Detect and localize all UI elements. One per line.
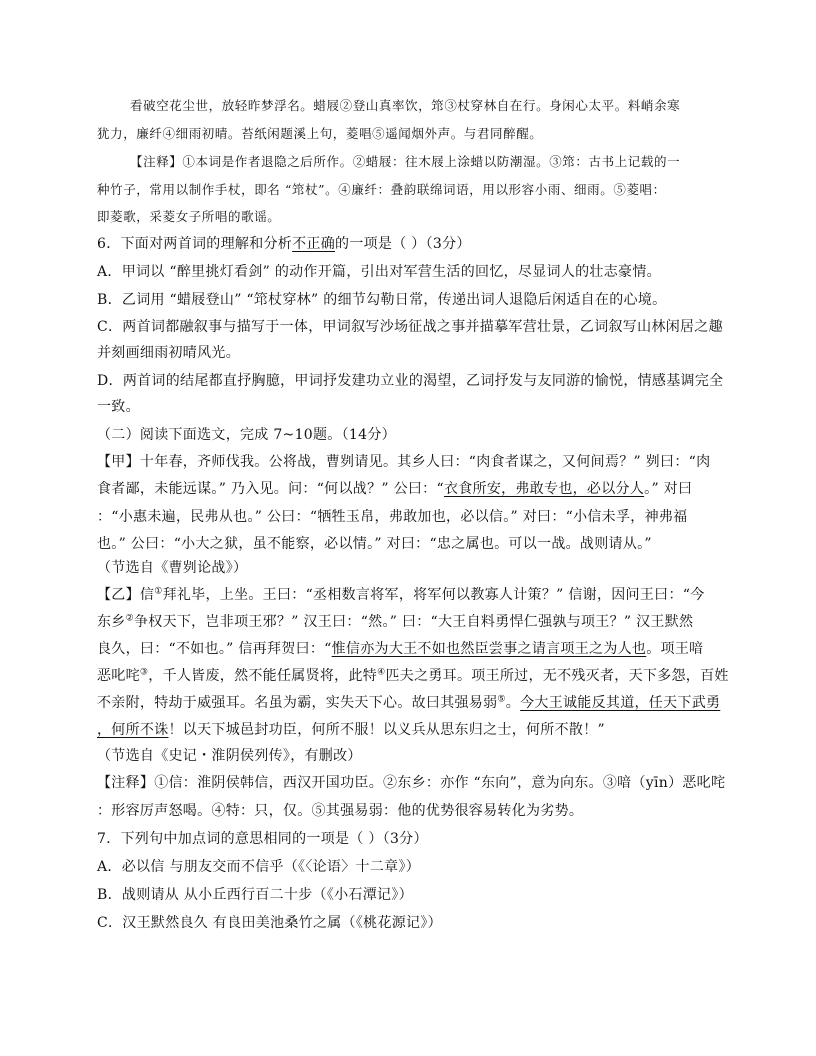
- passage-yi-line: [97, 666, 729, 686]
- question-6-stem-text: 6．下面对两首词的理解和分析: [97, 236, 293, 252]
- passage-text: ，千人皆废，然不能任属贤将，此特: [148, 668, 378, 684]
- question-7-option-c: C．汉王默然良久 有良田美池桑竹之属（《桃花源记》）: [97, 915, 442, 931]
- passage-text: 【乙】信: [97, 587, 155, 603]
- question-6-option-d: 一致。: [97, 399, 140, 415]
- passage-text: 匹夫之勇耳。项王所过，无不残灭者，天下多怨，百姓: [385, 668, 729, 684]
- question-6-stem-text: 的一项是（ ）（3分）: [335, 236, 471, 252]
- passage-yi-line: [97, 693, 720, 713]
- question-7-stem: 7．下列句中加点词的意思相同的一项是（ ）（3分）: [97, 831, 428, 847]
- question-6-stem-emphasis: 不正确: [292, 236, 336, 252]
- footnote-marker: ④: [377, 667, 386, 678]
- passage-text: 良久，曰：“不如也。” 信再拜贺曰：“: [97, 641, 332, 657]
- footnote-marker: ⑤: [497, 694, 506, 705]
- passage-notes: ：形容厉声怒喝。④特：只，仅。⑤其强易弱：他的优势很容易转化为劣势。: [97, 803, 584, 819]
- passage-jia-line: ：“小惠未遍，民弗从也。” 公曰：“牺牲玉帛，弗敢加也，必以信。” 对曰：“小信未孚，神弗福: [97, 509, 688, 525]
- question-6-option-a: A．甲词以 “醉里挑灯看剑” 的动作开篇，引出对军营生活的回忆，尽显词人的壮志豪情。: [97, 264, 661, 280]
- passage-notes: 【注释】①信：淮阴侯韩信，西汉开国功臣。②东乡：亦作 “东向”，意为向东。③喑（yīn）恶叱咤: [97, 775, 726, 791]
- question-6-option-b: B．乙词用 “蜡屐登山” “筇杖穿林” 的细节勾勒日常，传递出词人退隐后闲适自在的心境。: [97, 292, 667, 308]
- passage-jia-line: 【甲】十年春，齐师伐我。公将战，曹刿请见。其乡人曰：“肉食者谋之，又何间焉？” 刿曰：“肉: [97, 454, 711, 470]
- passage-yi-line: [97, 612, 693, 632]
- underlined-sentence: 今大王诚能反其道，任天下武勇: [520, 695, 721, 711]
- underlined-sentence: ，何所不诛: [97, 722, 169, 738]
- passage-text: 。: [505, 695, 521, 711]
- poem-note: 种竹子，常用以制作手杖，即名 “筇杖”。④廉纤：叠韵联绵词语，用以形容小雨、细雨。⑤菱唱：: [97, 182, 666, 197]
- passage-text: 不亲附，特劫于威强耳。名虽为霸，实失天下心。故曰其强易弱: [97, 695, 498, 711]
- passage-text: 争权天下，岂非项王邪？” 汉王曰：“然。” 曰：“大王自料勇悍仁强孰与项王？” 汉王默然: [133, 614, 694, 630]
- poem-note: 即菱歌，采菱女子所唱的歌谣。: [97, 209, 281, 224]
- question-6-stem: [97, 234, 471, 254]
- passage-text: ！以天下城邑封功臣，何所不服！以义兵从思东归之士，何所不散！”: [168, 722, 605, 738]
- poem-line: 看破空花尘世，放轻昨梦浮名。蜡屐②登山真率饮，筇③杖穿林自在行。身闲心太平。料峭余寒: [130, 98, 681, 113]
- footnote-marker: ③: [139, 667, 149, 678]
- poem-line: 犹力，廉纤④细雨初晴。苔纸闲题溪上句，菱唱⑤遥闻烟外声。与君同醉醒。: [97, 126, 543, 141]
- question-6-option-c: C．两首词都融叙事与描写于一体，甲词叙写沙场征战之事并描摹军营壮景，乙词叙写山林闲居之趣: [97, 319, 723, 335]
- underlined-sentence: 衣食所安，弗敢专也，必以分人: [443, 481, 645, 497]
- passage-yi-source: （节选自《史记・淮阴侯列传》，有删改）: [97, 748, 362, 764]
- passage-yi-line: [97, 720, 605, 740]
- passage-text: 食者鄙，未能远谋。” 乃入见。问：“何以战？” 公曰：“: [97, 481, 444, 497]
- footnote-marker: ①: [154, 586, 163, 597]
- passage-yi-line: [97, 585, 705, 605]
- underlined-sentence: 惟信亦为大王不如也然臣尝事之请言项王之为人也: [331, 641, 647, 657]
- passage-yi-line: [97, 639, 703, 659]
- passage-text: 拜礼毕，上坐。王曰：“丞相数言将军，将军何以教寡人计策？” 信谢，因问王曰：“今: [162, 587, 705, 603]
- footnote-marker: ②: [125, 613, 134, 624]
- passage-text: 恶叱咤: [97, 668, 140, 684]
- question-7-option-a: A．必以信 与朋友交而不信乎（《〈论语〉十二章》）: [97, 859, 421, 875]
- passage-jia-line: 也。” 公曰：“小大之狱，虽不能察，必以情。” 对曰：“忠之属也。可以一战。战则请从。”: [97, 536, 652, 552]
- question-6-option-d: D．两首词的结尾都直抒胸臆，甲词抒发建功立业的渴望，乙词抒发与友同游的愉悦，情感基调完全: [97, 373, 724, 389]
- passage-jia-line: [97, 479, 692, 499]
- passage-text: 。项王喑: [646, 641, 704, 657]
- question-7-option-b: B．战则请从 从小丘西行百二十步（《小石潭记》）: [97, 887, 413, 903]
- passage-text: 。” 对曰: [644, 481, 693, 497]
- question-6-option-c: 并刻画细雨初晴风光。: [97, 345, 240, 361]
- passage-jia-source: （节选自《曹刿论战》）: [97, 560, 248, 576]
- section-heading: （二）阅读下面选文，完成 7~10题。（14分）: [97, 427, 396, 443]
- poem-note: 【注释】①本词是作者退隐之后所作。②蜡屐：往木屐上涂蜡以防潮湿。③筇：古书上记载的一: [130, 154, 681, 169]
- passage-text: 东乡: [97, 614, 126, 630]
